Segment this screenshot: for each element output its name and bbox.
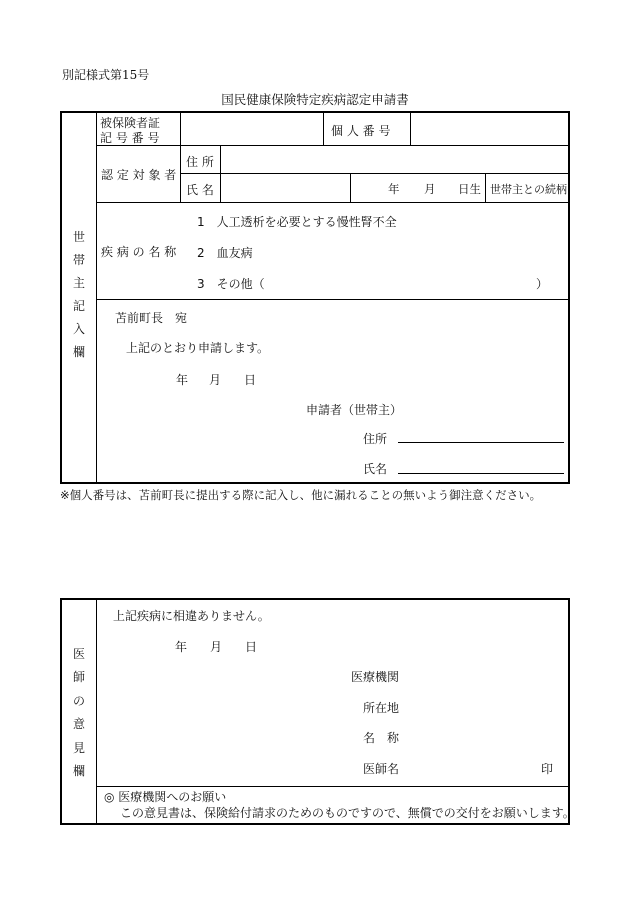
disease-label: 疾 病 の 名 称 xyxy=(101,245,177,259)
disease-option-2[interactable]: 2 血友病 xyxy=(197,246,253,260)
privacy-note: ※個人番号は、苫前町長に提出する際に記入し、他に漏れることの無いよう御注意ください。 xyxy=(60,488,542,502)
institution-name-field[interactable] xyxy=(409,724,559,744)
date-year-label: 年 xyxy=(176,373,189,387)
confirm-text: 上記疾病に相違ありません。 xyxy=(113,609,270,623)
disease-option-3[interactable]: 3 その他（ xyxy=(197,277,265,291)
target-address-field[interactable] xyxy=(221,146,568,172)
address-label: 住 所 xyxy=(186,155,214,169)
institution-request-heading: ◎ 医療機関へのお願い xyxy=(104,790,227,804)
seal-label: 印 xyxy=(541,762,554,776)
target-name-field[interactable] xyxy=(221,174,349,201)
doctor-name-field[interactable] xyxy=(409,755,534,775)
institution-name-label: 名 称 xyxy=(363,731,400,745)
location-field[interactable] xyxy=(409,694,559,714)
applicant-side-label: 世 帯 主 記 入 欄 xyxy=(72,230,85,359)
birth-day-label: 日生 xyxy=(458,182,481,196)
doctor-date-month-label: 月 xyxy=(210,640,223,654)
insured-cert-number-field[interactable] xyxy=(181,113,322,144)
applicant-label: 申請者（世帯主） xyxy=(306,403,403,417)
relation-label: 世帯主との続柄 xyxy=(490,183,567,196)
insured-cert-number-label: 記 号 番 号 xyxy=(100,131,160,145)
disease-other-field[interactable] xyxy=(272,272,534,292)
applicant-address-field[interactable] xyxy=(398,442,564,443)
my-number-field[interactable] xyxy=(411,113,568,144)
doctor-date-year-label: 年 xyxy=(175,640,188,654)
location-label: 所在地 xyxy=(363,701,400,715)
addressee: 苫前町長 宛 xyxy=(115,311,188,325)
name-label: 氏 名 xyxy=(186,183,214,197)
birth-month-label: 月 xyxy=(424,182,436,196)
my-number-label: 個 人 番 号 xyxy=(331,124,391,138)
date-day-label: 日 xyxy=(244,373,257,387)
form-number: 別記様式第15号 xyxy=(62,68,150,82)
institution-label: 医療機関 xyxy=(351,670,400,684)
insured-cert-label: 被保険者証 xyxy=(100,116,161,130)
birth-year-label: 年 xyxy=(388,182,400,196)
applicant-address-label: 住所 xyxy=(363,432,388,446)
doctor-date-day-label: 日 xyxy=(245,640,258,654)
request-text: 上記のとおり申請します。 xyxy=(126,341,270,355)
doctor-side-label: 医 師 の 意 見 欄 xyxy=(72,647,85,778)
date-month-label: 月 xyxy=(209,373,222,387)
form-title: 国民健康保険特定疾病認定申請書 xyxy=(221,92,409,107)
applicant-name-field[interactable] xyxy=(398,473,564,474)
institution-request-body: この意見書は、保険給付請求のためのものですので、無償での交付をお願いします。 xyxy=(120,806,575,820)
doctor-name-label: 医師名 xyxy=(363,762,400,776)
applicant-name-label: 氏名 xyxy=(363,462,388,476)
disease-close-paren: ） xyxy=(536,277,549,291)
disease-option-1[interactable]: 1 人工透析を必要とする慢性腎不全 xyxy=(197,215,397,229)
target-person-label: 認 定 対 象 者 xyxy=(101,168,177,182)
